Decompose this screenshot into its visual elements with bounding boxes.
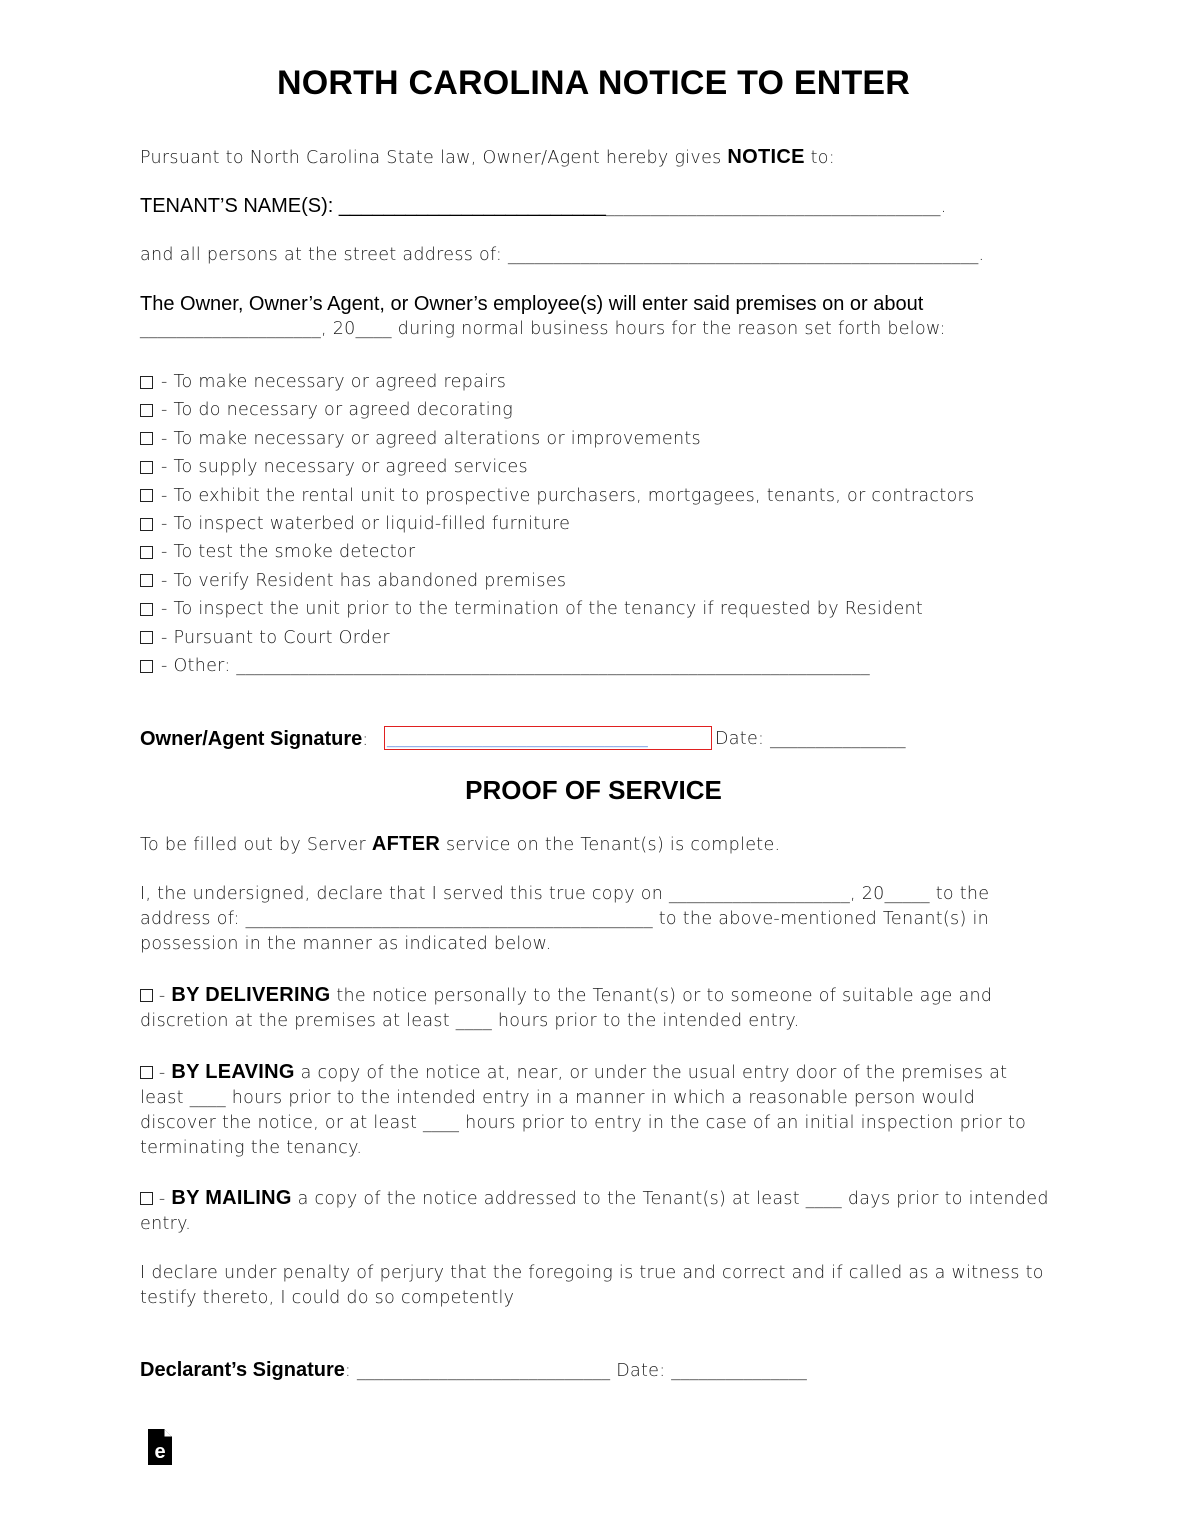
- street-address-line[interactable]: and all persons at the street address of: ____________________________________________________.: [140, 245, 985, 265]
- checklist-item[interactable]: - To make necessary or agreed repairs: [140, 368, 974, 396]
- svg-text:e: e: [154, 1441, 166, 1463]
- declarant-signature-label: Declarant’s Signature: [140, 1359, 345, 1381]
- checkbox[interactable]: [140, 489, 153, 502]
- checkbox[interactable]: [140, 546, 153, 559]
- tenant-name-label: TENANT’S NAME(S):: [140, 195, 339, 217]
- checkbox[interactable]: [140, 989, 153, 1002]
- reason-checklist: [140, 368, 974, 680]
- checkbox[interactable]: [140, 432, 153, 445]
- checkbox[interactable]: [140, 574, 153, 587]
- by-delivering-option[interactable]: - BY DELIVERING the notice personally to the Tenant(s) or to someone of suitable age and discretion at the premises at least ____ hours prior to the intended entry.: [140, 984, 993, 1031]
- checklist-item[interactable]: - To test the smoke detector: [140, 538, 974, 566]
- checkbox[interactable]: [140, 660, 153, 673]
- entry-statement: The Owner, Owner’s Agent, or Owner’s employee(s) will enter said premises on or about: [140, 293, 924, 315]
- perjury-statement: I declare under penalty of perjury that the foregoing is true and correct and if called as a witness to testify thereto, I could do so competently: [140, 1263, 1044, 1308]
- intro-line: [140, 146, 835, 169]
- checklist-item[interactable]: - To supply necessary or agreed services: [140, 453, 974, 481]
- checklist-item[interactable]: - To inspect waterbed or liquid-filled furniture: [140, 510, 974, 538]
- eforms-logo-icon: [146, 1428, 174, 1466]
- checkbox[interactable]: [140, 1066, 153, 1079]
- intro-text: Pursuant to North Carolina State law, Owner/Agent hereby gives: [140, 148, 728, 168]
- checkbox[interactable]: [140, 1192, 153, 1205]
- declarant-signature-field[interactable]: : ____________________________ Date: _______________: [344, 1361, 808, 1381]
- service-declaration[interactable]: I, the undersigned, declare that I served this true copy on ____________________, 20_____ to the address of: _____________________________________________ to the above-mentioned Tenant(s) in possession in the manner as indicated below.: [140, 884, 990, 954]
- checklist-item[interactable]: - To make necessary or agreed alterations or improvements: [140, 425, 974, 453]
- tenant-name-field[interactable]: ________________________: [338, 195, 606, 217]
- owner-signature-date[interactable]: Date: _______________: [715, 729, 906, 749]
- tenant-name-field-extension[interactable]: _____________________________________.: [605, 197, 947, 217]
- checklist-item-other[interactable]: - Other: ______________________________________________________________________: [140, 652, 974, 680]
- document-title: NORTH CAROLINA NOTICE TO ENTER: [276, 64, 911, 102]
- notice-bold: NOTICE: [727, 146, 805, 168]
- checkbox[interactable]: [140, 376, 153, 389]
- checklist-item[interactable]: - To inspect the unit prior to the termination of the tenancy if requested by Resident: [140, 595, 974, 623]
- owner-signature-field[interactable]: ______________________________: [384, 726, 712, 750]
- owner-signature-label: Owner/Agent Signature:: [140, 728, 369, 750]
- proof-of-service-title: PROOF OF SERVICE: [465, 775, 722, 805]
- checklist-item[interactable]: - Pursuant to Court Order: [140, 624, 974, 652]
- server-instruction: To be filled out by Server AFTER service on the Tenant(s) is complete.: [140, 833, 781, 855]
- checkbox[interactable]: [140, 518, 153, 531]
- declarant-signature-line[interactable]: [140, 1359, 807, 1382]
- tenant-name-line: [140, 195, 947, 218]
- checklist-item[interactable]: - To do necessary or agreed decorating: [140, 396, 974, 424]
- checklist-item[interactable]: - To exhibit the rental unit to prospective purchasers, mortgagees, tenants, or contractors: [140, 482, 974, 510]
- checkbox[interactable]: [140, 631, 153, 644]
- checkbox[interactable]: [140, 461, 153, 474]
- by-leaving-option[interactable]: - BY LEAVING a copy of the notice at, near, or under the usual entry door of the premises at least ____ hours prior to the intended entry in a manner in which a reasonable person would discover the notice, or at least ____ hours prior to entry in the case of an initial inspection prior to terminating the tenancy.: [140, 1061, 1027, 1158]
- checkbox[interactable]: [140, 404, 153, 417]
- intro-text-after: to:: [804, 148, 836, 168]
- checkbox[interactable]: [140, 603, 153, 616]
- checklist-item[interactable]: - To verify Resident has abandoned premises: [140, 567, 974, 595]
- by-mailing-option[interactable]: - BY MAILING a copy of the notice addressed to the Tenant(s) at least ____ days prior to intended entry.: [140, 1187, 1049, 1234]
- entry-date-line[interactable]: ____________________, 20____ during normal business hours for the reason set forth below:: [140, 319, 946, 339]
